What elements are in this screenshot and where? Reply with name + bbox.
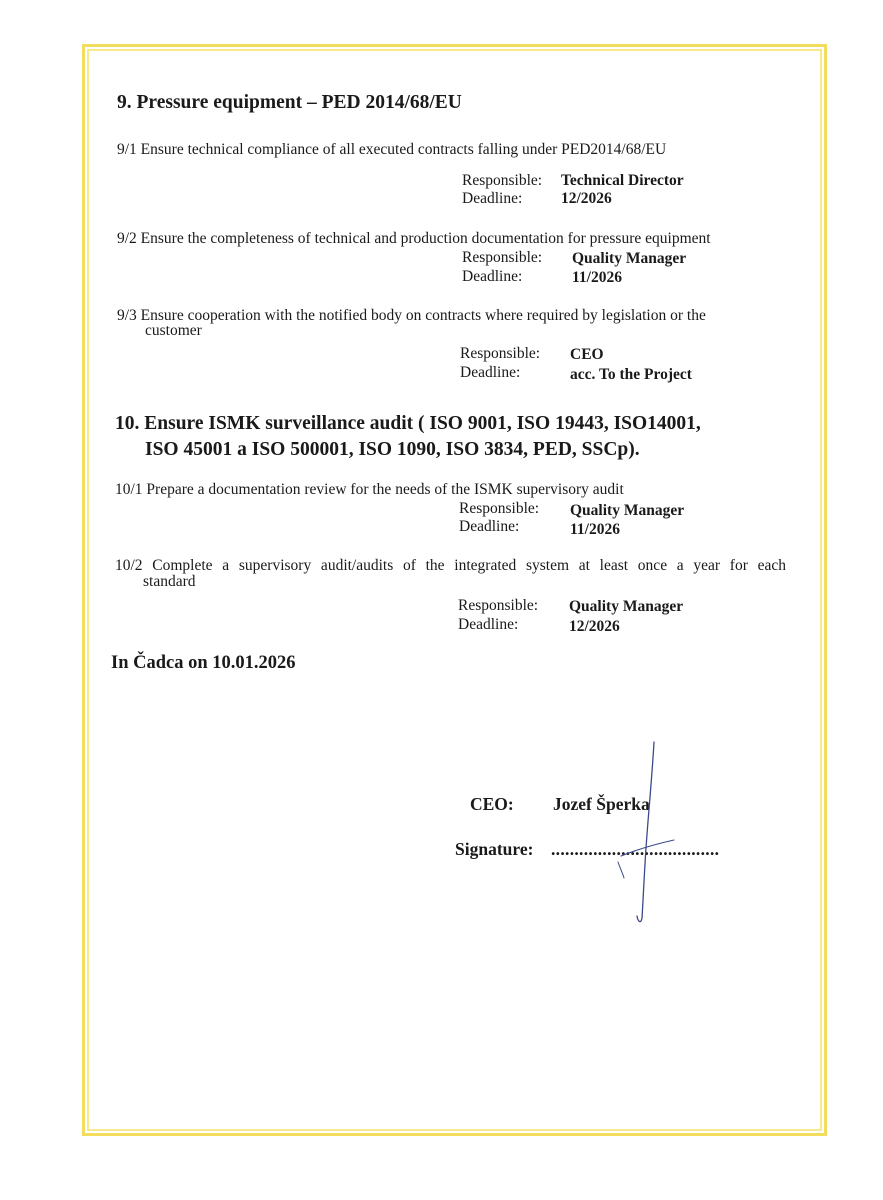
item-10-2-deadline-label: Deadline: xyxy=(458,616,519,633)
signature-line: .................................... xyxy=(551,839,720,859)
item-9-2-deadline-label: Deadline: xyxy=(462,268,523,285)
ceo-label: CEO: xyxy=(470,794,514,814)
item-10-1-deadline: 11/2026 xyxy=(570,521,620,538)
item-9-1-responsible: Technical Director xyxy=(561,172,684,189)
ceo-name: Jozef Šperka xyxy=(553,794,650,814)
signature-label: Signature: xyxy=(455,839,534,859)
item-9-3-text-line2: customer xyxy=(145,322,202,339)
page-border-inner xyxy=(87,49,822,1131)
item-9-1-deadline-label: Deadline: xyxy=(462,190,523,207)
item-9-2-responsible: Quality Manager xyxy=(572,250,687,267)
item-10-2-responsible-label: Responsible: xyxy=(458,597,539,614)
item-9-3-deadline: acc. To the Project xyxy=(570,366,692,383)
item-9-1-responsible-label: Responsible: xyxy=(462,172,543,189)
item-10-1-deadline-label: Deadline: xyxy=(459,518,520,535)
item-10-1-text: 10/1 Prepare a documentation review for the needs of the ISMK supervisory audit xyxy=(115,481,624,498)
item-10-2-text-line2: standard xyxy=(143,573,196,590)
place-date: In Čadca on 10.01.2026 xyxy=(111,653,296,673)
section-10-heading-line2: ISO 45001 a ISO 500001, ISO 1090, ISO 3834, PED, SSCp). xyxy=(145,439,640,460)
item-9-1-text: 9/1 Ensure technical compliance of all executed contracts falling under PED2014/68/EU xyxy=(117,141,667,158)
handwritten-signature-icon xyxy=(596,738,686,930)
item-10-1-responsible-label: Responsible: xyxy=(459,500,540,517)
item-9-2-deadline: 11/2026 xyxy=(572,269,622,286)
item-9-2-responsible-label: Responsible: xyxy=(462,249,543,266)
item-10-2-text-line1: 10/2 Complete a supervisory audit/audits of the integrated system at least once a year for each xyxy=(115,557,786,574)
item-9-3-text-line1: 9/3 Ensure cooperation with the notified body on contracts where required by legislation or the xyxy=(117,307,706,324)
item-10-2-deadline: 12/2026 xyxy=(569,618,620,635)
item-10-1-responsible: Quality Manager xyxy=(570,502,685,519)
section-9-heading: 9. Pressure equipment – PED 2014/68/EU xyxy=(117,92,462,113)
item-9-2-text: 9/2 Ensure the completeness of technical and production documentation for pressure equipment xyxy=(117,230,711,247)
section-10-heading-line1: 10. Ensure ISMK surveillance audit ( ISO 9001, ISO 19443, ISO14001, xyxy=(115,413,701,434)
item-9-1-deadline: 12/2026 xyxy=(561,190,612,207)
item-9-3-responsible-label: Responsible: xyxy=(460,345,541,362)
item-9-3-responsible: CEO xyxy=(570,346,604,363)
item-10-2-responsible: Quality Manager xyxy=(569,598,684,615)
item-9-3-deadline-label: Deadline: xyxy=(460,364,521,381)
